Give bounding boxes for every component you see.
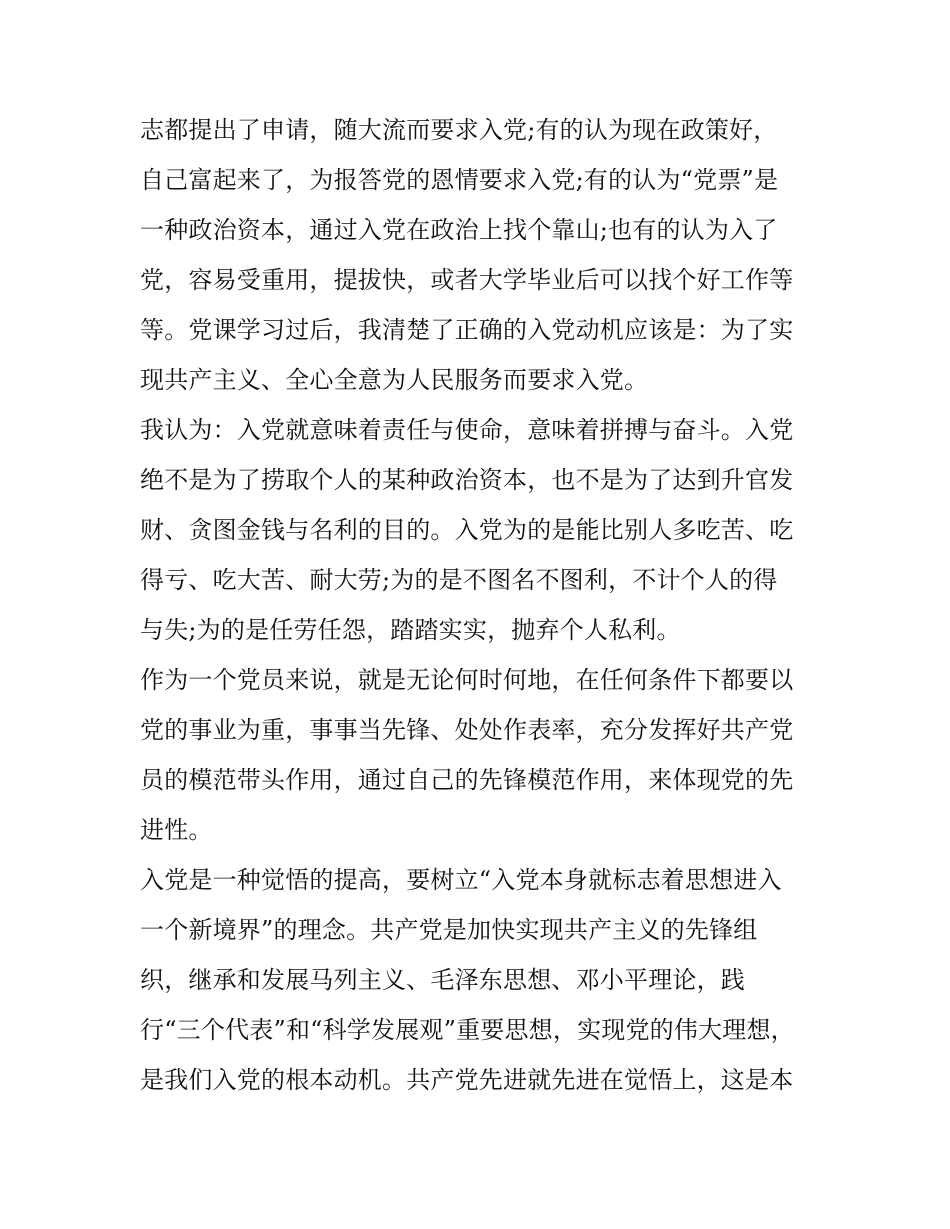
text-line: 行“三个代表”和“科学发展观”重要思想，实现党的伟大理想，	[140, 1016, 795, 1044]
text-line: 是我们入党的根本动机。共产党先进就先进在觉悟上，这是本	[140, 1066, 794, 1094]
text-line: 得亏、吃大苦、耐大劳;为的是不图名不图利，不计个人的得	[140, 566, 778, 594]
text-line: 入党是一种觉悟的提高，要树立“入党本身就标志着思想进入	[140, 866, 782, 894]
text-line: 党的事业为重，事事当先锋、处处作表率，充分发挥好共产党	[140, 716, 794, 744]
text-line: 现共产主义、全心全意为人民服务而要求入党。	[140, 366, 649, 394]
text-line: 我认为：入党就意味着责任与使命，意味着拼搏与奋斗。入党	[140, 416, 794, 444]
text-line: 党，容易受重用，提拔快，或者大学毕业后可以找个好工作等	[140, 266, 794, 294]
text-line: 一个新境界”的理念。共产党是加快实现共产主义的先锋组	[140, 916, 758, 944]
text-line: 财、贪图金钱与名利的目的。入党为的是能比别人多吃苦、吃	[140, 516, 794, 544]
body-text	[140, 105, 820, 1105]
text-line: 自己富起来了，为报答党的恩情要求入党;有的认为“党票”是	[140, 166, 779, 194]
text-line: 员的模范带头作用，通过自己的先锋模范作用，来体现党的先	[140, 766, 794, 794]
text-line: 绝不是为了捞取个人的某种政治资本，也不是为了达到升官发	[140, 466, 794, 494]
text-line: 等。党课学习过后，我清楚了正确的入党动机应该是：为了实	[140, 316, 794, 344]
text-line: 与失;为的是任劳任怨，踏踏实实，抛弃个人私利。	[140, 616, 681, 644]
text-line: 作为一个党员来说，就是无论何时何地，在任何条件下都要以	[140, 666, 794, 694]
text-line: 志都提出了申请，随大流而要求入党;有的认为现在政策好，	[140, 116, 778, 144]
text-line: 一种政治资本，通过入党在政治上找个靠山;也有的认为入了	[140, 216, 778, 244]
text-line: 进性。	[140, 816, 213, 844]
text-line: 织，继承和发展马列主义、毛泽东思想、邓小平理论，践	[140, 966, 745, 994]
